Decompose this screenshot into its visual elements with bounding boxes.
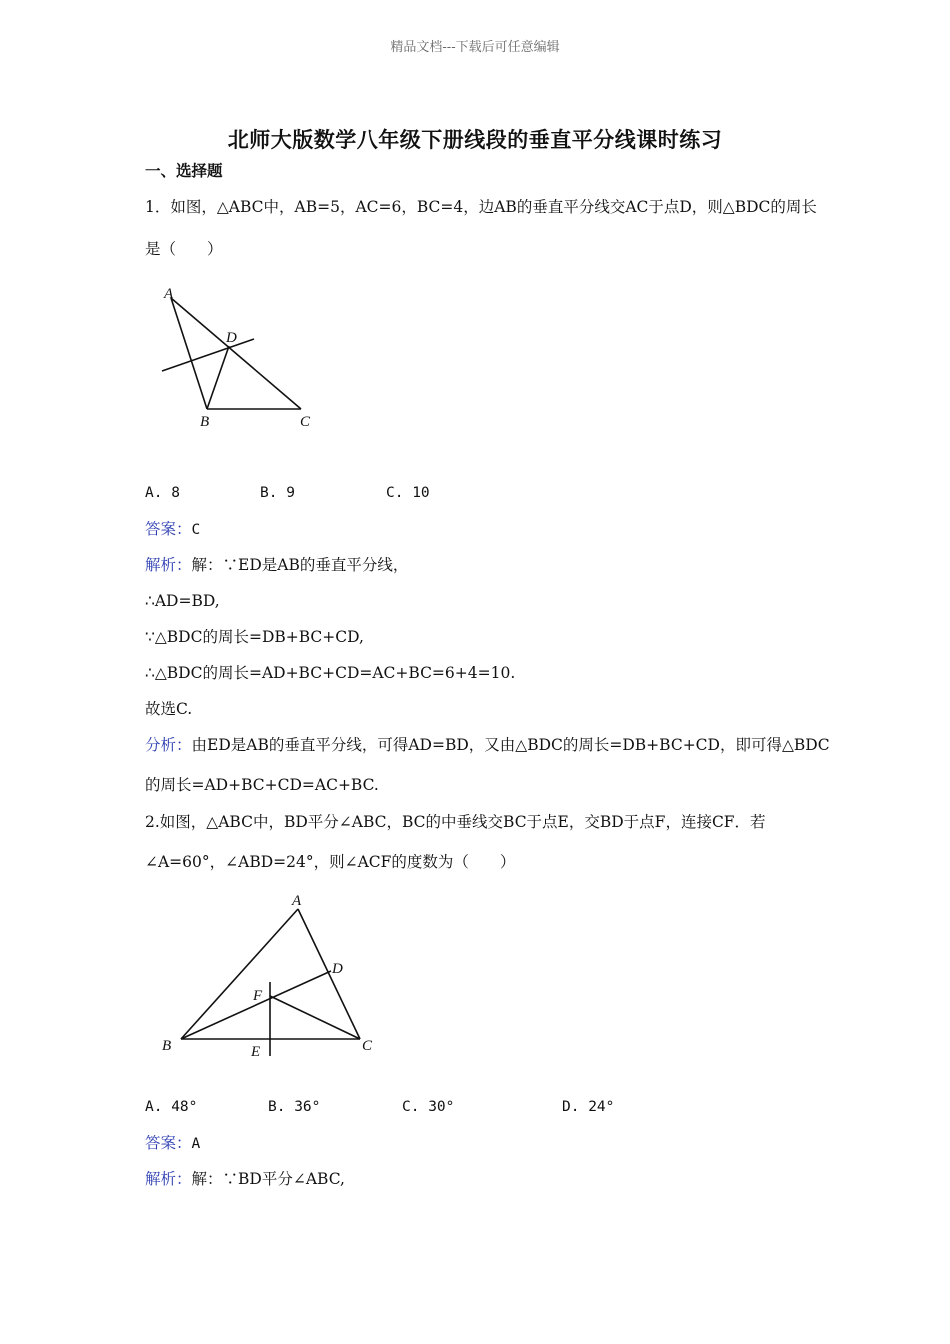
q1-stem-line1: 1．如图，△ABC中，AB=5，AC=6，BC=4，边AB的垂直平分线交AC于点D，则△BDC的周长 — [145, 198, 817, 216]
q2-figure — [155, 888, 385, 1068]
q1-label-d: D — [226, 330, 237, 346]
q1-segment-ac — [171, 298, 301, 409]
document-title: 北师大版数学八年级下册线段的垂直平分线课时练习 — [227, 127, 723, 152]
q1-figure — [150, 278, 335, 438]
q1-answer-value: C — [191, 522, 201, 538]
q2-option-d: D. 24° — [562, 1099, 615, 1115]
q1-fenxi-line2: 的周长=AD+BC+CD=AC+BC. — [145, 776, 379, 794]
q2-analysis-text1: 解：∵BD平分∠ABC, — [191, 1170, 345, 1188]
q1-fenxi-text1: 由ED是AB的垂直平分线，可得AD=BD，又由△BDC的周长=DB+BC+CD，即可得△BDC — [191, 736, 830, 754]
q1-analysis-line1 — [145, 554, 810, 576]
q2-stem-line2: ∠A=60°，∠ABD=24°，则∠ACF的度数为（ ） — [145, 853, 516, 871]
q2-answer-value: A — [191, 1136, 201, 1152]
q2-label-e: E — [251, 1044, 261, 1060]
q1-fenxi-label: 分析： — [145, 736, 192, 754]
q2-option-b: B. 36° — [268, 1099, 321, 1115]
q2-label-a: A — [292, 893, 302, 909]
q1-segment-bd — [207, 346, 229, 409]
q2-stem-line1: 2.如图，△ABC中，BD平分∠ABC，BC的中垂线交BC于点E，交BD于点F，连接CF．若 — [145, 813, 766, 831]
q1-label-c: C — [300, 414, 311, 430]
q2-answer — [145, 1132, 810, 1155]
q1-option-a: A. 8 — [145, 485, 180, 501]
q2-label-c: C — [362, 1038, 373, 1054]
header-note: 精品文档---下载后可任意编辑 — [390, 40, 560, 55]
q1-label-a: A — [164, 286, 174, 302]
section-heading: 一、选择题 — [145, 161, 223, 180]
q2-option-c: C. 30° — [402, 1099, 455, 1115]
q2-label-f: F — [253, 988, 263, 1004]
q2-segment-cf — [270, 996, 360, 1039]
q1-stem-line2: 是（ ） — [145, 240, 223, 258]
q2-segment-bd — [181, 971, 331, 1039]
q2-label-d: D — [332, 961, 343, 977]
q1-label-b: B — [200, 414, 210, 430]
q1-analysis-text1: 解：∵ED是AB的垂直平分线， — [191, 556, 409, 574]
q1-conclusion: 故选C. — [145, 700, 193, 718]
q1-analysis-line4: ∴△BDC的周长=AD+BC+CD=AC+BC=6+4=10. — [145, 664, 516, 682]
q1-analysis-line2: ∴AD=BD, — [145, 592, 220, 610]
q1-analysis-label: 解析： — [145, 556, 192, 574]
q1-segment-ab — [171, 298, 207, 409]
q2-analysis-label: 解析： — [145, 1170, 192, 1188]
q1-answer-label: 答案： — [145, 520, 192, 538]
q1-answer — [145, 518, 810, 541]
q1-fenxi-line1 — [145, 734, 830, 756]
q2-analysis-line1 — [145, 1168, 810, 1190]
q1-option-b: B. 9 — [260, 485, 295, 501]
q2-segment-ac — [298, 909, 360, 1039]
q1-option-c: C. 10 — [386, 485, 430, 501]
q2-answer-label: 答案： — [145, 1134, 192, 1152]
q2-segment-ab — [181, 909, 298, 1039]
q1-bisector-line — [162, 339, 254, 371]
q2-option-a: A. 48° — [145, 1099, 198, 1115]
q1-analysis-line3: ∵△BDC的周长=DB+BC+CD, — [145, 628, 364, 646]
q2-label-b: B — [162, 1038, 172, 1054]
